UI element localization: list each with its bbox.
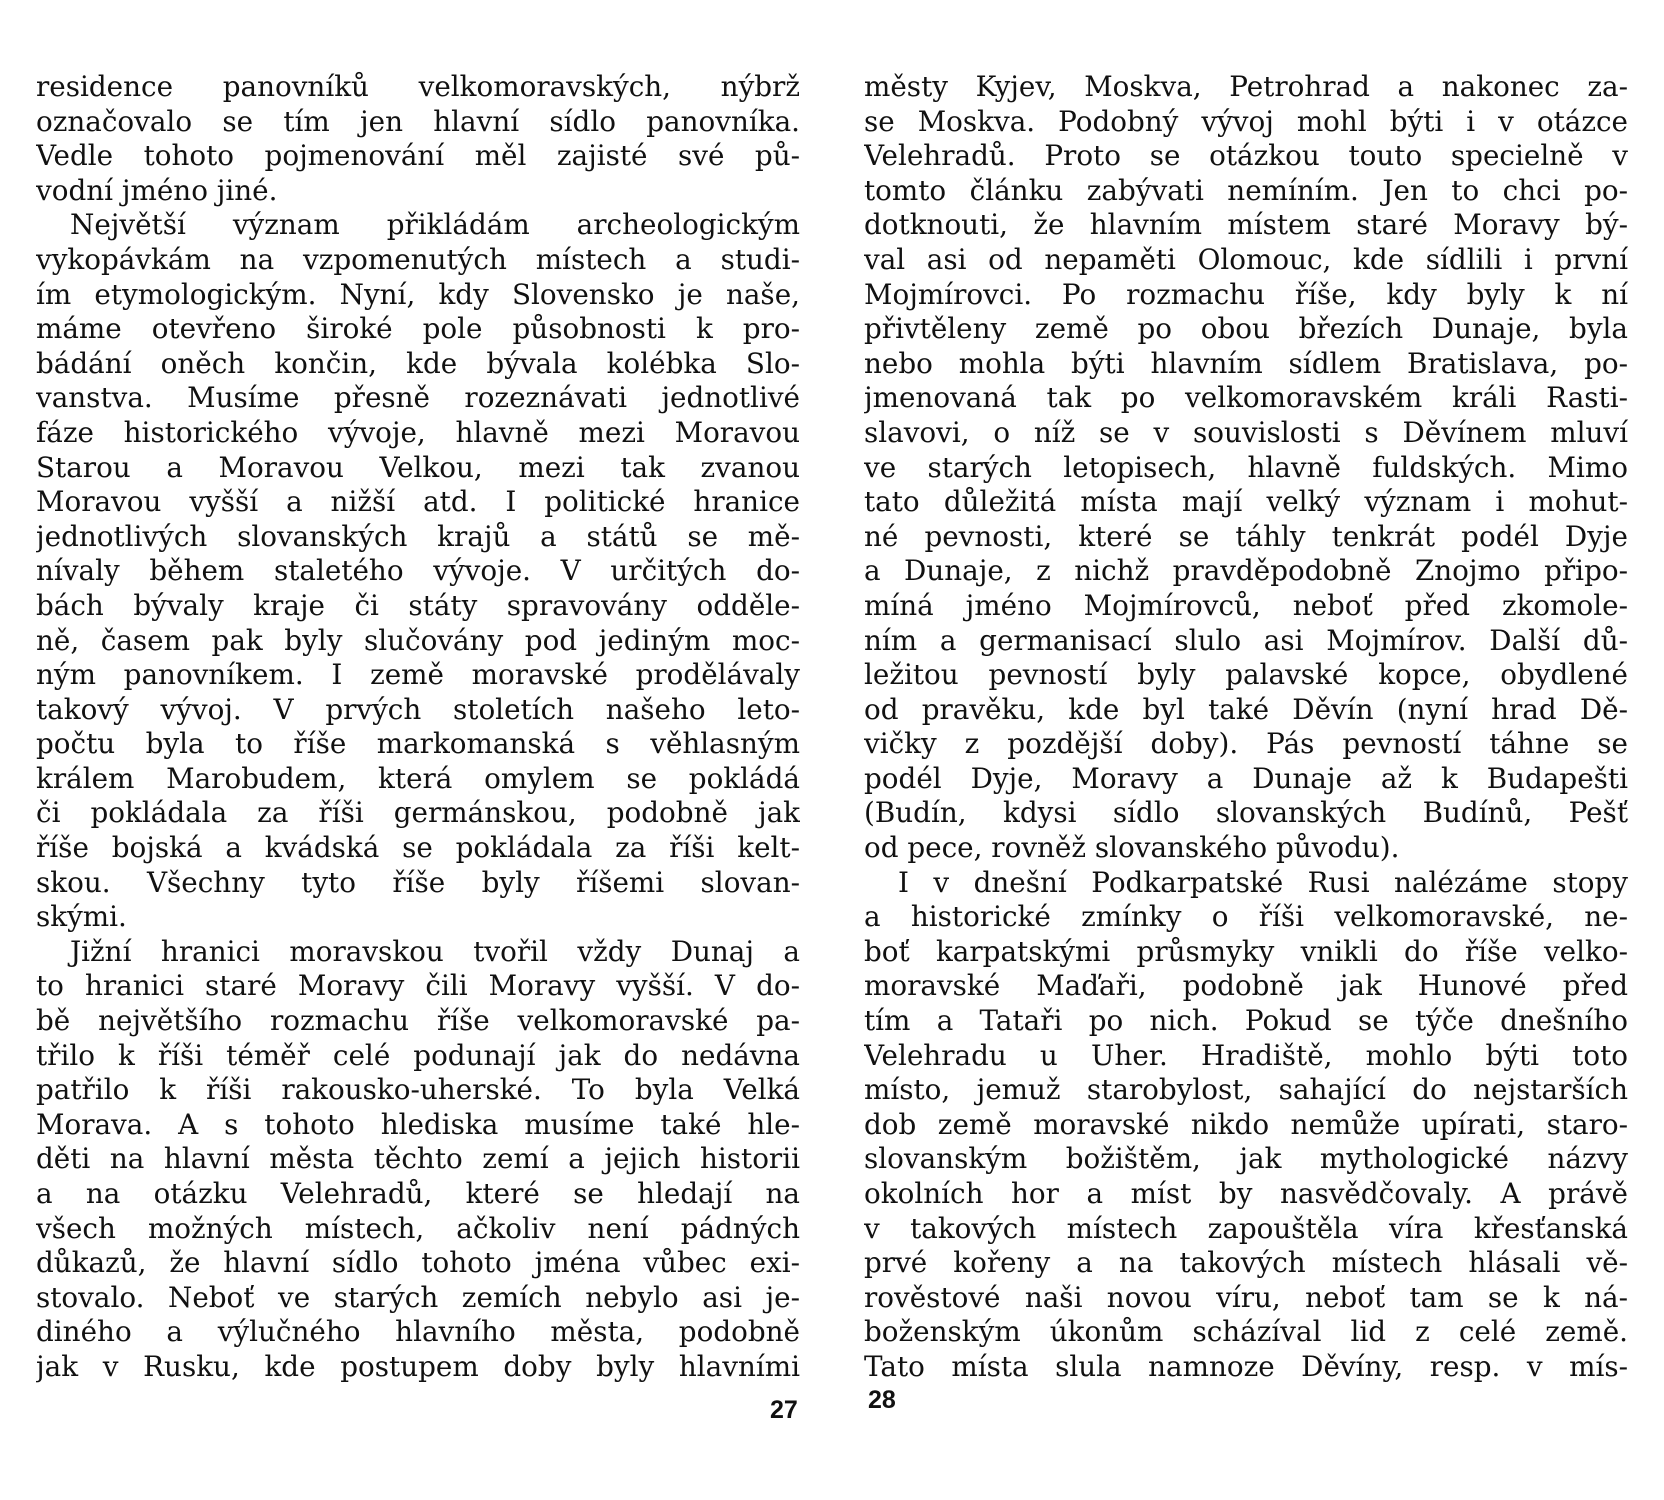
text-line: nívaly během staletého vývoje. V určitých do- [36,554,800,588]
text-line: val asi od nepaměti Olomouc, kde sídlili i první [864,242,1628,276]
text-line: králem Marobudem, která omylem se pokládá [36,761,800,795]
text-line: vykopávkám na vzpomenutých místech a studi- [36,242,800,276]
text-line: ným panovníkem. I země moravské prodělávaly [36,658,800,692]
text-line: Největší význam přikládám archeologickým [70,208,800,242]
paragraph [864,70,1628,866]
text-line: ně, časem pak byly slučovány pod jediným moc- [36,623,800,657]
text-line: v takových místech zapouštěla víra křesťanská [864,1211,1628,1245]
text-line: tomto článku zabývati nemíním. Jen to chci po- [864,173,1628,207]
text-line: ve starých letopisech, hlavně fuldských. Mimo [864,450,1628,484]
text-line: Starou a Moravou Velkou, mezi tak zvanou [36,450,800,484]
text-line: všech možných místech, ačkoliv není pádných [36,1211,800,1245]
text-line: označovalo se tím jen hlavní sídlo panovníka. [36,104,800,138]
paragraph [36,70,800,208]
text-line: Velehradů. Proto se otázkou touto specielně v [864,139,1628,173]
text-line: skými. [36,900,127,934]
text-line: to hranici staré Moravy čili Moravy vyšší. V do- [36,969,800,1003]
text-line: míná jméno Mojmírovců, neboť před zkomole- [864,588,1628,622]
paragraph [36,935,800,1385]
text-line: ím etymologickým. Nyní, kdy Slovensko je naše, [36,277,800,311]
text-line: diného a výlučného hlavního města, podobně [36,1315,800,1349]
text-line: od pece, rovněž slovanského původu). [864,831,1400,865]
text-line: Jižní hranici moravskou tvořil vždy Dunaj a [70,934,800,968]
text-line: vanstva. Musíme přesně rozeznávati jednotlivé [36,381,800,415]
page-number-left: 27 [770,1396,798,1424]
text-line: I v dnešní Podkarpatské Rusi nalézáme stopy [898,865,1628,899]
text-line: jednotlivých slovanských krajů a států se mě- [36,519,800,553]
text-line: moravské Maďaři, podobně jak Hunové před [864,969,1628,1003]
text-line: přivtěleny země po obou březích Dunaje, byla [864,312,1628,346]
text-line: říše bojská a kvádská se pokládala za říši kelt- [36,831,800,865]
page-number-right: 28 [868,1386,896,1414]
text-line: vodní jméno jiné. [36,173,278,207]
text-line: dob země moravské nikdo nemůže upírati, staro- [864,1107,1628,1141]
text-line: slovanským božištěm, jak mythologické názvy [864,1142,1628,1176]
text-line: třilo k říši téměř celé podunají jak do nedávna [36,1038,800,1072]
text-line: Tato místa slula namnoze Děvíny, resp. v mís- [864,1349,1628,1383]
paragraph [36,208,800,934]
text-line: rověstové naši novou víru, neboť tam se k ná- [864,1280,1628,1314]
text-line: se Moskva. Podobný vývoj mohl býti i v otázce [864,104,1628,138]
text-line: ležitou pevností byly palavské kopce, obydlené [864,658,1628,692]
text-line: Mojmírovci. Po rozmachu říše, kdy byly k ní [864,277,1628,311]
text-line: počtu byla to říše markomanská s věhlasným [36,727,800,761]
text-line: Morava. A s tohoto hlediska musíme také hle- [36,1107,800,1141]
text-line: (Budín, kdysi sídlo slovanských Budínů, Pešť [864,796,1628,830]
left-text-column [36,70,800,1385]
text-line: děti na hlavní města těchto zemí a jejich historii [36,1142,800,1176]
text-line: Velehradu u Uher. Hradiště, mohlo býti toto [864,1038,1628,1072]
text-line: Vedle tohoto pojmenování měl zajisté své pů- [36,139,800,173]
text-line: né pevnosti, které se táhly tenkrát podél Dyje [864,519,1628,553]
text-line: či pokládala za říši germánskou, podobně jak [36,796,800,830]
text-line: důkazů, že hlavní sídlo tohoto jména vůbec exi- [36,1246,800,1280]
text-line: tím a Tataři po nich. Pokud se týče dnešního [864,1004,1628,1038]
text-line: patřilo k říši rakousko-uherské. To byla Velká [36,1073,800,1107]
text-line: jak v Rusku, kde postupem doby byly hlavními [36,1349,800,1383]
text-line: takový vývoj. V prvých stoletích našeho leto- [36,692,800,726]
right-text-column [864,70,1628,1385]
text-line: slavovi, o níž se v souvislosti s Děvínem mluví [864,415,1628,449]
text-line: boženským úkonům scházíval lid z celé země. [864,1315,1628,1349]
text-line: Moravou vyšší a nižší atd. I politické hranice [36,485,800,519]
text-line: residence panovníků velkomoravských, nýbrž [36,70,800,103]
text-line: dotknouti, že hlavním místem staré Moravy bý- [864,208,1628,242]
text-line: jmenovaná tak po velkomoravském králi Rasti- [864,381,1628,415]
text-line: tato důležitá místa mají velký význam i mohut- [864,485,1628,519]
text-line: a na otázku Velehradů, které se hledají na [36,1177,800,1210]
paragraph [864,866,1628,1385]
text-line: máme otevřeno široké pole působnosti k pro- [36,312,800,346]
text-line: bě největšího rozmachu říše velkomoravské pa- [36,1004,800,1038]
text-line: a Dunaje, z nichž pravděpodobně Znojmo připo- [864,554,1628,588]
text-line: skou. Všechny tyto říše byly říšemi slovan- [36,865,800,899]
text-line: stovalo. Neboť ve starých zemích nebylo asi je- [36,1280,800,1314]
text-line: městy Kyjev, Moskva, Petrohrad a nakonec za- [864,70,1628,103]
right-page [832,0,1664,1500]
text-line: bách bývaly kraje či státy spravovány odděle- [36,588,800,622]
text-line: od pravěku, kde byl také Děvín (nyní hrad Dě- [864,692,1628,726]
text-line: nebo mohla býti hlavním sídlem Bratislava, po- [864,346,1628,380]
text-line: okolních hor a míst by nasvědčovaly. A právě [864,1177,1628,1210]
text-line: bádání oněch končin, kde bývala kolébka Slo- [36,346,800,380]
text-line: podél Dyje, Moravy a Dunaje až k Budapešti [864,761,1628,795]
text-line: prvé kořeny a na takových místech hlásali vě- [864,1246,1628,1280]
text-line: vičky z pozdější doby). Pás pevností táhne se [864,727,1628,761]
text-line: a historické zmínky o říši velkomoravské, ne- [864,900,1628,934]
text-line: místo, jemuž starobylost, sahající do nejstarších [864,1073,1628,1107]
text-line: fáze historického vývoje, hlavně mezi Moravou [36,415,800,449]
text-line: boť karpatskými průsmyky vnikli do říše velko- [864,934,1628,968]
text-line: ním a germanisací slulo asi Mojmírov. Další dů- [864,623,1628,657]
